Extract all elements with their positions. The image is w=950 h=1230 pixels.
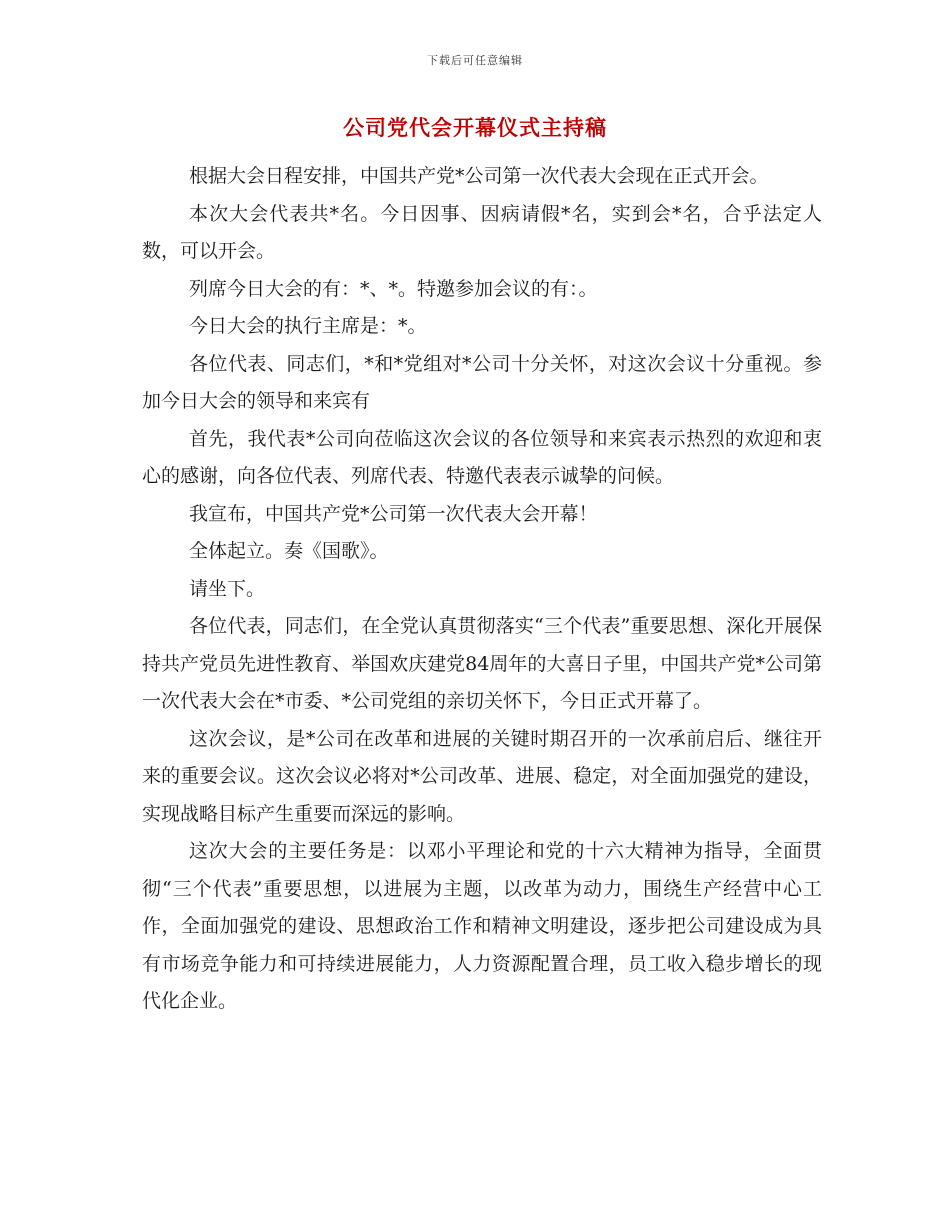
- paragraph: 各位代表，同志们，在全党认真贯彻落实“三个代表”重要思想、深化开展保持共产党员先进性教育、举国欢庆建党84周年的大喜日子里，中国共产党*公司第一次代表大会在*市委、*公司党组的亲切关怀下，今日正式开幕了。: [142, 615, 822, 712]
- paragraph: 根据大会日程安排，中国共产党*公司第一次代表大会现在正式开会。: [189, 165, 769, 187]
- paragraph: 这次会议，是*公司在改革和进展的关键时期召开的一次承前启后、继往开来的重要会议。这次会议必将对*公司改革、进展、稳定，对全面加强党的建设，实现战略目标产生重要而深远的影响。: [142, 727, 822, 825]
- paragraph: 这次大会的主要任务是：以邓小平理论和党的十六大精神为指导，全面贯彻“三个代表”重要思想，以进展为主题，以改革为动力，围绕生产经营中心工作，全面加强党的建设、思想政治工作和精神文明建设，逐步把公司建设成为具有市场竞争能力和可持续进展能力，人力资源配置合理，员工收入稳步增长的现代化企业。: [142, 840, 822, 1012]
- paragraph: 请坐下。: [189, 577, 266, 600]
- paragraph: 列席今日大会的有：*、*。特邀参加会议的有：。: [189, 277, 598, 300]
- paragraph: 本次大会代表共*名。今日因事、因病请假*名，实到会*名，合乎法定人数，可以开会。: [142, 202, 822, 262]
- paragraph: 全体起立。奏《国歌》。: [189, 540, 389, 562]
- paragraph: 我宣布，中国共产党*公司第一次代表大会开幕！: [189, 502, 598, 525]
- document-title: 公司党代会开幕仪式主持稿: [343, 115, 607, 140]
- header-note: 下载后可任意编辑: [427, 54, 523, 67]
- paragraph: 各位代表、同志们，*和*党组对*公司十分关怀，对这次会议十分重视。参加今日大会的领导和来宾有: [142, 352, 822, 412]
- paragraph: 首先，我代表*公司向莅临这次会议的各位领导和来宾表示热烈的欢迎和衷心的感谢，向各位代表、列席代表、特邀代表表示诚挚的问候。: [142, 427, 822, 487]
- document-body: [142, 158, 822, 1021]
- paragraph: 今日大会的执行主席是：*。: [189, 315, 427, 337]
